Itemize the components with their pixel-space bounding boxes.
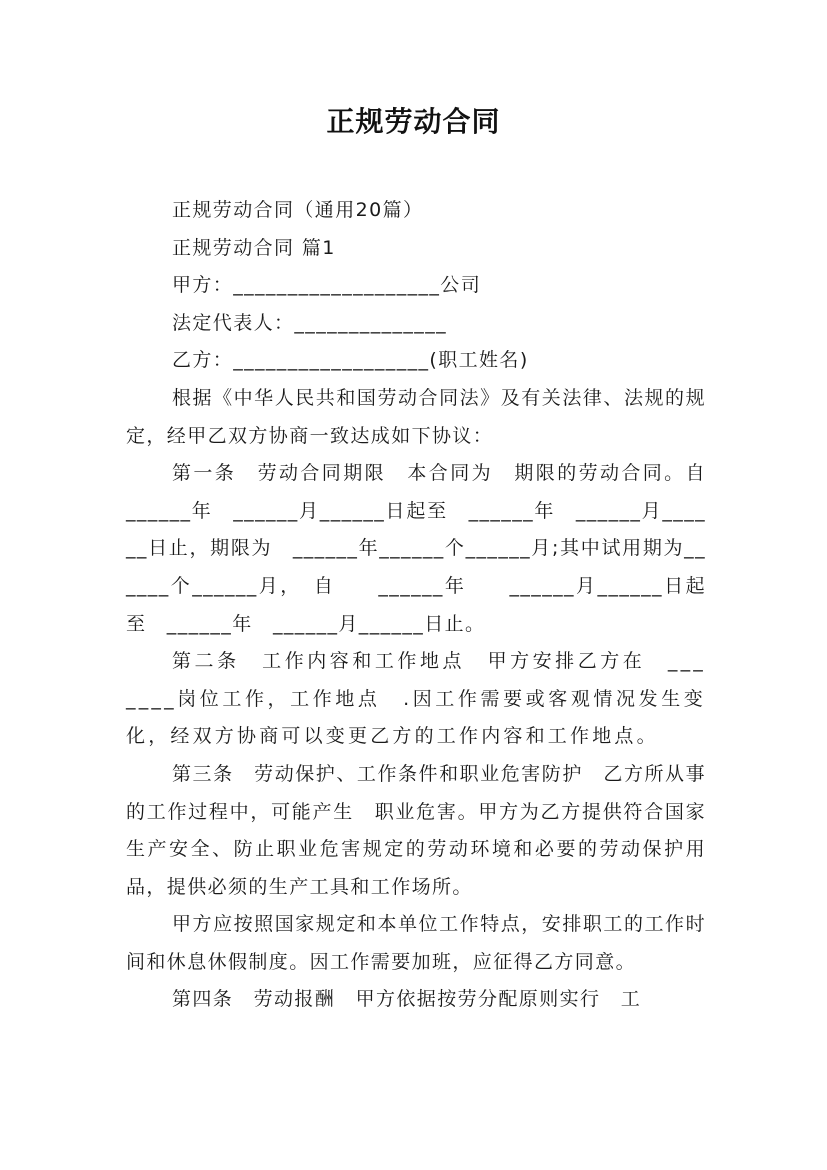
document-body xyxy=(126,192,727,1019)
paragraph-section-heading: 正规劳动合同 篇1 xyxy=(172,236,336,259)
paragraph-party-a: 甲方：___________________公司 xyxy=(172,274,482,297)
paragraph-legal-representative: 法定代表人：______________ xyxy=(172,311,448,334)
paragraph-article-3: 第三条 劳动保护、工作条件和职业危害防护 乙方所从事的工作过程中，可能产生 职业危害。甲方为乙方提供符合国家生产安全、防止职业危害规定的劳动环境和必要的劳动保护用品，提供必须的生产工具和工作场所。 xyxy=(126,762,706,898)
paragraph-subtitle: 正规劳动合同（通用20篇） xyxy=(172,199,424,221)
paragraph-working-hours: 甲方应按照国家规定和本单位工作特点，安排职工的工作时间和休息休假制度。因工作需要加班，应征得乙方同意。 xyxy=(126,913,706,973)
paragraph-party-b: 乙方：__________________(职工姓名) xyxy=(172,349,529,372)
paragraph-preamble: 根据《中华人民共和国劳动合同法》及有关法律、法规的规定，经甲乙双方协商一致达成如下协议： xyxy=(126,386,706,447)
paragraph-article-1: 第一条 劳动合同期限 本合同为 期限的劳动合同。自 ______年 ______月______日起至 ______年 ______月______日止，期限为 ______年______个______月;其中试用期为______个______月， 自 ______年 ______月______日起至 ______年 ______月______日止。 xyxy=(126,462,727,635)
paragraph-article-2: 第二条 工作内容和工作地点 甲方安排乙方在 _______岗位工作，工作地点 .因工作需要或客观情况发生变化，经双方协商可以变更乙方的工作内容和工作地点。 xyxy=(126,650,706,748)
document-title: 正规劳动合同 xyxy=(326,105,501,138)
paragraph-article-4: 第四条 劳动报酬 甲方依据按劳分配原则实行 工 xyxy=(172,988,642,1011)
